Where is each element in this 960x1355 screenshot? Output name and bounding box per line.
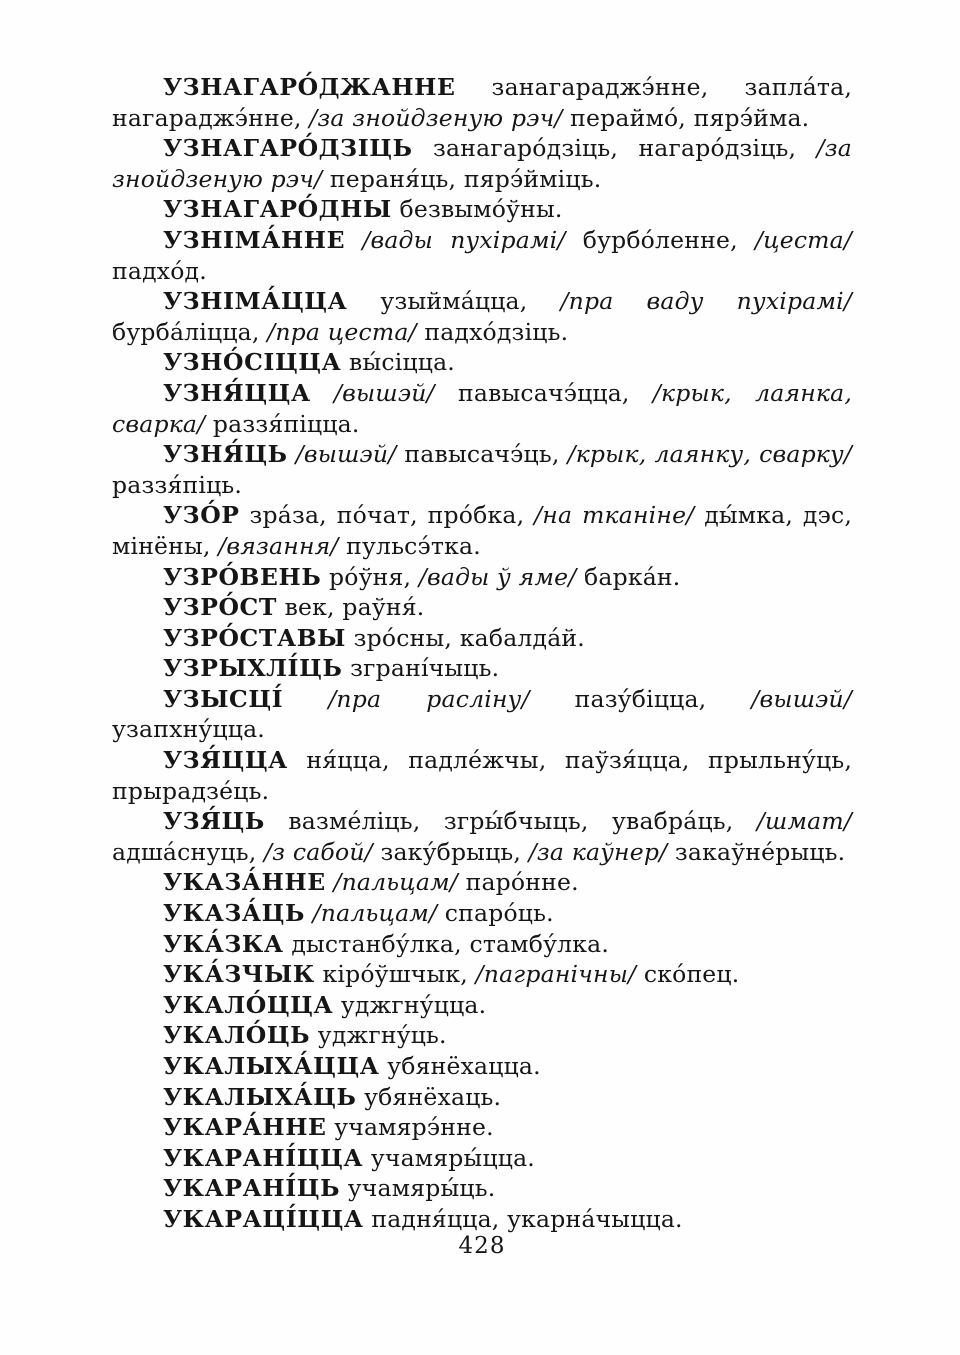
definition-text <box>305 899 313 927</box>
definition-text: павысачэ́цца, <box>434 378 653 407</box>
dictionary-entry <box>112 133 852 194</box>
definition-text: убянёхаць. <box>356 1082 502 1111</box>
dictionary-entry <box>112 347 852 378</box>
entry-headword: УКАЛЫХА́ЦЬ <box>163 1082 357 1111</box>
context-note: /пра цеста/ <box>267 317 417 346</box>
entry-headword: УЗНО́СІЦЦА <box>163 348 342 377</box>
definition-text: зро́сны, кабалда́й. <box>346 623 585 652</box>
definition-text: вы́сіцца. <box>341 348 455 377</box>
context-note: /за каўнер/ <box>528 837 668 866</box>
definition-text: учамяры́ць. <box>340 1174 496 1203</box>
dictionary-entry <box>112 867 852 898</box>
dictionary-entry <box>112 500 852 561</box>
definition-text: ро́ўня, <box>321 562 419 591</box>
context-note: /за знойдзеную рэч/ <box>309 103 563 132</box>
entry-headword: УЗНАГАРО́ДЖАННЕ <box>163 73 456 101</box>
entry-headword: УЗНЯ́ЦЬ <box>163 440 288 469</box>
dictionary-entry <box>112 72 852 133</box>
definition-text: ды́мка, дэс, мінёны, <box>112 501 852 560</box>
context-note: /з сабой/ <box>264 837 373 866</box>
entry-headword: УЗРО́ВЕНЬ <box>163 562 322 591</box>
dictionary-entry <box>112 286 852 347</box>
definition-text <box>311 379 334 407</box>
entry-headword: УЗРЫХЛІ́ЦЬ <box>163 654 343 683</box>
definition-text: зграні́чыць. <box>342 654 500 683</box>
definition-text: раззя́піць. <box>112 470 243 499</box>
dictionary-entry <box>112 1051 852 1082</box>
definition-text: уджгну́ць. <box>310 1021 447 1050</box>
dictionary-entry <box>112 1020 852 1051</box>
entry-headword: УЗЯ́ЦЬ <box>163 807 265 836</box>
context-note: /вязання/ <box>218 531 339 560</box>
entry-headword: УКАЛО́ЦЦА <box>163 990 334 1019</box>
context-note: /вышэй/ <box>295 440 397 469</box>
dictionary-entry <box>112 194 852 225</box>
entry-headword: УЗО́Р <box>163 501 240 530</box>
definition-text: занагараджэ́нне, запла́та, нагараджэ́нне, <box>112 73 852 132</box>
entry-headword: УКАЗА́ЦЬ <box>163 899 305 928</box>
context-note: /пра ваду пухірамі/ <box>560 287 852 316</box>
dictionary-entry <box>112 653 852 684</box>
entry-headword: УКАРАЦІ́ЦЦА <box>163 1204 364 1233</box>
context-note: /крык, лаянка, сварка/ <box>112 378 853 438</box>
definition-text: ско́пец. <box>636 960 740 989</box>
entry-headword: УКАРА́ННЕ <box>163 1113 327 1142</box>
context-note: /за знойдзеную рэч/ <box>112 134 852 193</box>
definition-text: заку́брыць, <box>372 837 529 866</box>
dictionary-entry <box>112 806 852 867</box>
definition-text: бурбо́ленне, <box>565 225 755 254</box>
definition-text: пазу́біцца, <box>529 684 752 713</box>
definition-text: падхо́д. <box>112 256 207 285</box>
context-note: /цеста/ <box>755 225 852 254</box>
definition-text: паро́нне. <box>457 868 579 897</box>
definition-text: адша́снуць, <box>112 837 265 866</box>
entry-headword: УКАРАНІ́ЦЬ <box>163 1174 341 1203</box>
dictionary-entry <box>112 562 852 593</box>
dictionary-entry <box>112 1112 852 1143</box>
entry-headword: УЗНЯ́ЦЦА <box>163 378 311 407</box>
definition-text: дыстанбу́лка, стамбу́лка. <box>283 929 609 958</box>
dictionary-entry <box>112 378 852 439</box>
entry-headword: УКАЛО́ЦЬ <box>163 1021 311 1050</box>
definition-text: бурба́ліцца, <box>112 317 268 346</box>
definition-text: вазме́ліць, згры́бчыць, увабра́ць, <box>264 807 757 836</box>
dictionary-entry <box>112 990 852 1021</box>
definition-text: узапхну́цца. <box>112 715 265 744</box>
definition-text <box>288 440 296 468</box>
entry-headword: УЗНАГАРО́ДЗІЦЬ <box>163 134 413 163</box>
dictionary-entry <box>112 225 852 286</box>
entry-headword: УЗЫСЦІ́ <box>163 684 284 713</box>
definition-text: падня́цца, укарна́чыцца. <box>363 1204 683 1233</box>
definition-text: кіро́ўшчык, <box>314 960 476 989</box>
context-note: /вышэй/ <box>751 684 852 713</box>
dictionary-entry <box>112 684 852 745</box>
definition-text: зра́за, по́чат, про́бка, <box>239 501 535 530</box>
definition-text: падхо́дзіць. <box>416 317 569 346</box>
context-note: /шмат/ <box>756 807 852 836</box>
context-note: /вады ў яме/ <box>418 562 577 591</box>
dictionary-entry <box>112 439 852 500</box>
definition-text: безвымо́ўны. <box>391 195 563 224</box>
definition-text: закаўне́рыць. <box>667 837 846 866</box>
definition-text: занагаро́дзіць, нагаро́дзіць, <box>412 134 817 163</box>
definition-text: спаро́ць. <box>437 899 554 928</box>
entry-headword: УКАЗА́ННЕ <box>163 868 326 897</box>
context-note: /на тканіне/ <box>534 501 695 530</box>
definition-text: учамяры́цца. <box>363 1143 535 1172</box>
dictionary-entry <box>112 623 852 654</box>
dictionary-entry <box>112 592 852 623</box>
dictionary-entry <box>112 1204 852 1235</box>
entry-headword: УЗНІМА́ЦЦА <box>163 287 348 316</box>
context-note: /пагранічны/ <box>475 960 637 989</box>
definition-text: павысачэ́ць, <box>396 440 568 469</box>
dictionary-entry <box>112 929 852 960</box>
definition-text: учамярэ́нне. <box>326 1113 494 1142</box>
dictionary-entry <box>112 898 852 929</box>
entry-headword: УЗЯ́ЦЦА <box>163 746 288 775</box>
dictionary-entry <box>112 745 852 806</box>
definition-text <box>283 685 328 713</box>
entry-headword: УКА́ЗКА <box>163 929 284 958</box>
definition-text: уджгну́цца. <box>333 990 487 1019</box>
dictionary-entry <box>112 1173 852 1204</box>
definition-text <box>345 226 362 254</box>
dictionary-entry <box>112 1082 852 1113</box>
context-note: /пра расліну/ <box>328 684 530 713</box>
entry-headword: УЗРО́СТАВЫ <box>163 623 346 652</box>
dictionary-entry <box>112 1143 852 1174</box>
dictionary-entry <box>112 959 852 990</box>
definition-text: пераймо́, пярэ́йма. <box>562 103 810 132</box>
page-number: 428 <box>458 1233 506 1259</box>
definition-text: раззя́піцца. <box>205 409 360 438</box>
entry-headword: УЗНАГАРО́ДНЫ <box>163 195 392 224</box>
definition-text: пераня́ць, пярэ́йміць. <box>322 164 602 193</box>
entry-headword: УКАЛЫХА́ЦЦА <box>163 1052 380 1080</box>
entry-headword: УЗНІМА́ННЕ <box>163 225 346 254</box>
definition-text: век, раўня́. <box>276 593 425 622</box>
entry-headword: УКАРАНІ́ЦЦА <box>163 1143 364 1172</box>
context-note: /пальцам/ <box>312 899 438 928</box>
definition-text: пульсэ́тка. <box>338 531 481 560</box>
definition-text: ня́цца, падле́жчы, паўзя́цца, прыльну́ць, прырадзе́ць. <box>112 746 852 805</box>
context-note: /крык, лаянку, сварку/ <box>567 440 852 469</box>
definition-text: барка́н. <box>576 562 681 591</box>
definition-text: узыйма́цца, <box>347 287 561 316</box>
dictionary-entries <box>112 72 852 1235</box>
entry-headword: УЗРО́СТ <box>163 593 277 622</box>
context-note: /вады пухірамі/ <box>362 225 566 254</box>
context-note: /пальцам/ <box>333 868 458 897</box>
definition-text: убянёхацца. <box>379 1052 541 1080</box>
context-note: /вышэй/ <box>334 378 435 407</box>
entry-headword: УКА́ЗЧЫК <box>163 960 315 989</box>
